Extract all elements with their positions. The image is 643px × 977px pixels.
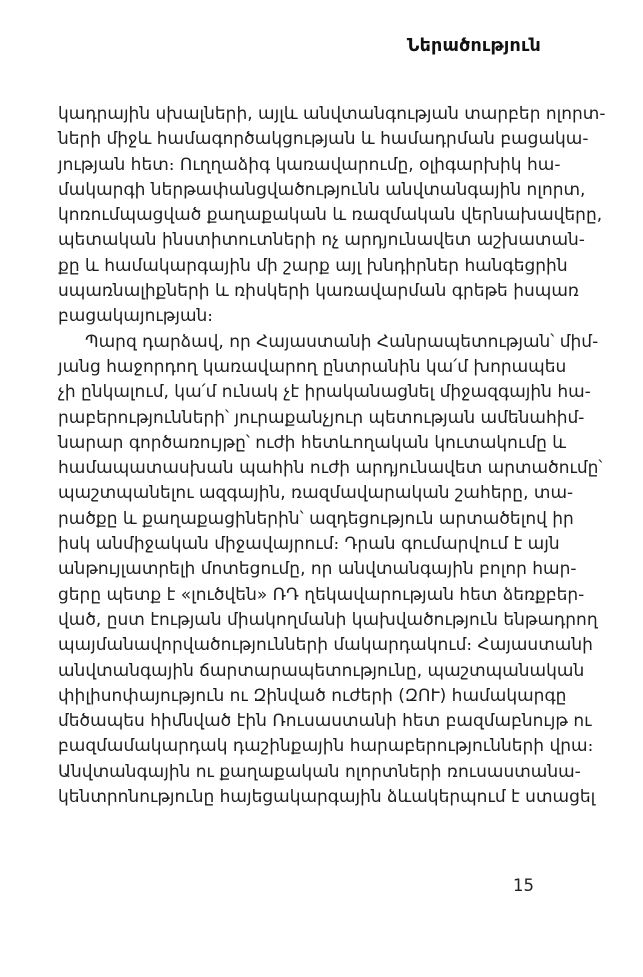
paragraph [58,102,606,330]
text-line: անվտանգային ճարտարապետությունը, պաշտպանական [58,660,585,681]
text-line: Անվտանգային ու քաղաքական ոլորտների ռուսաստանա- [58,761,581,782]
text-line: սպառնալիքների և ռիսկերի կառավարման գրեթե իսպառ [58,281,579,302]
text-line: պայմանավորվածությունների մակարդակում։ Հայաստանի [58,635,593,656]
body-text [58,102,606,810]
text-line: համապատասխան պահին ուժի արդյունավետ արտածումը՝ [58,458,603,479]
text-line: յանց հաջորդող կառավարող ընտրանին կա՛մ խորապես [58,356,567,377]
text-line: բացակայության։ [58,306,214,327]
text-line: կադրային սխալների, այլև անվտանգության տարբեր ոլորտ- [58,104,606,124]
text-line: յության հետ։ Ուղղաձիգ կառավարումը, օլիգարխիկ հա- [58,154,561,175]
text-line: կոռումպացված քաղաքական և ռազմական վերնախավերը, [58,205,603,226]
text-line: փիլիսոփայություն ու Զինված ուժերի (ԶՈՒ) համակարգը [58,685,567,706]
text-line: պաշտպանելու ազգային, ռազմավարական շահերը, տա- [58,483,574,504]
text-line: ված, ըստ էության միակողմանի կախվածություն ենթադրող [58,609,598,630]
text-line: նարար գործառույթը՝ ուժի հետևողական կուտակումը և [58,432,567,453]
text-line: բազմամակարդակ դաշինքային հարաբերությունների վրա։ [58,736,594,757]
text-line: ցերը պետք է «լուծվեն» ՌԴ ղեկավարության հետ ձեռքբեր- [58,584,585,605]
text-line: անթույլատրելի մոտեցումը, որ անվտանգային բոլոր հար- [58,559,577,580]
text-line: պետական ինստիտուտների ոչ արդյունավետ աշխատան- [58,230,585,251]
text-line: իսկ անմիջական միջավայրում։ Դրան գումարվում է այն [58,534,560,555]
text-line: մեծապես հիմնված էին Ռուսաստանի հետ բազմաբնույթ ու [58,711,592,732]
text-line: Պարզ դարձավ, որ Հայաստանի Հանրապետության՝ միմ- [85,331,599,352]
text-line: քը և համակարգային մի շարք այլ խնդիրներ հանգեցրին [58,255,568,276]
text-line: կենտրոնությունը հայեցակարգային ձևակերպում է ստացել [58,787,596,808]
running-head: Ներածություն [406,36,541,56]
paragraph [58,330,603,811]
text-line: ների միջև համագործակցության և համադրման բացակա- [58,129,589,150]
text-line: րածքը և քաղաքացիներին՝ ազդեցություն արտածելով իր [58,508,574,529]
text-line: մակարգի ներթափանցվածությունն անվտանգային ոլորտ, [58,179,586,200]
text-line: րաբերությունների՝ յուրաքանչյուր պետության ամենահիմ- [58,407,585,428]
text-line: չի ընկալում, կա՛մ ունակ չէ իրականացնել միջազգային հա- [58,382,591,403]
page-number: 15 [513,876,534,895]
